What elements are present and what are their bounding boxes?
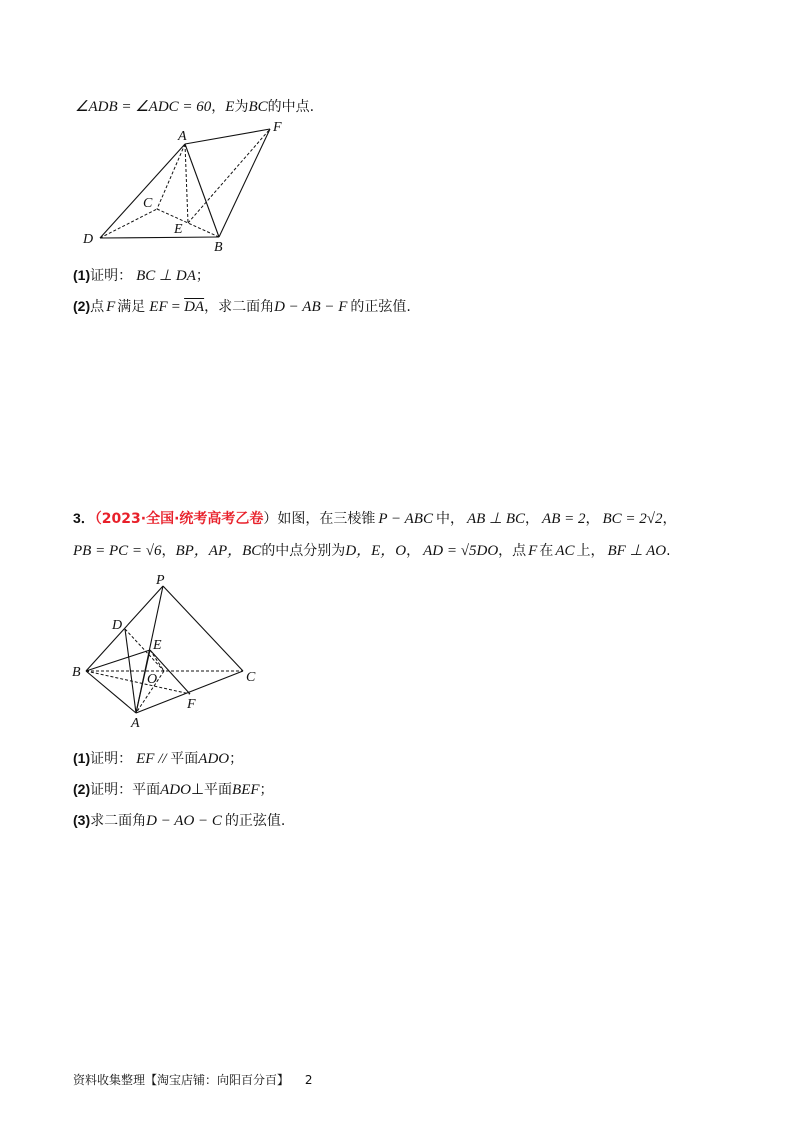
q3-part3: (3)求二面角D − AO − C 的正弦值. bbox=[73, 812, 286, 829]
q3-label-P: P bbox=[156, 573, 165, 588]
q3-label-F: F bbox=[187, 697, 196, 712]
q2-intro-line: ∠ADB = ∠ADC = 60，E为BC的中点. bbox=[75, 99, 315, 115]
q2-label-C: C bbox=[143, 196, 153, 211]
q2-part2: (2)点 F 满足 EF = $\overline{DA}$，求二面角D − AB − F 的正弦值. bbox=[73, 298, 411, 315]
q3-dihedral-angle: D − AO − C bbox=[146, 813, 222, 829]
q3-figure bbox=[70, 572, 270, 727]
q3-label-D: D bbox=[112, 618, 123, 633]
q2-dihedral-angle: D − AB − F bbox=[274, 299, 348, 315]
q3-label-A: A bbox=[131, 716, 140, 727]
q3-label-B: B bbox=[72, 665, 81, 680]
q2-label-A: A bbox=[178, 129, 187, 144]
q3-label-O: O bbox=[147, 672, 158, 687]
page-number: 2 bbox=[304, 1073, 313, 1087]
q3-number: 3． bbox=[73, 510, 95, 526]
page-footer bbox=[73, 1071, 312, 1088]
q3-line1: 3．（2023·全国·统考高考乙卷）如图，在三棱锥 P − ABC 中， AB ⊥ BC， AB = 2， BC = 2√2， bbox=[73, 510, 677, 527]
q2-label-E: E bbox=[174, 222, 183, 237]
q3-label-C: C bbox=[246, 670, 256, 685]
q2-part1-math: BC ⊥ DA bbox=[136, 268, 196, 284]
q2-figure bbox=[75, 115, 295, 255]
q3-line2: PB = PC = √6，BP，AP，BC的中点分别为D，E，O， AD = √5DO，点 F 在 AC 上， BF ⊥ AO. bbox=[73, 543, 671, 559]
q3-part1: (1)证明： EF // 平面ADO； bbox=[73, 750, 244, 767]
q2-part1: (1)证明： BC ⊥ DA； bbox=[73, 267, 210, 284]
q2-label-B: B bbox=[214, 240, 223, 255]
q3-label-E: E bbox=[153, 638, 162, 653]
q2-label-F: F bbox=[273, 120, 282, 135]
q2-angle-condition: ∠ADB = ∠ADC = 60 bbox=[75, 99, 212, 115]
footer-source: 资料收集整理【淘宝店铺：向阳百分百】 bbox=[73, 1073, 290, 1087]
q2-vector-DA: $\overline{DA}$ bbox=[184, 299, 205, 315]
q3-source: 2023·全国·统考高考乙卷 bbox=[101, 511, 264, 527]
q3-part2: (2)证明：平面ADO⊥平面BEF； bbox=[73, 781, 274, 798]
q2-label-D: D bbox=[83, 232, 94, 247]
